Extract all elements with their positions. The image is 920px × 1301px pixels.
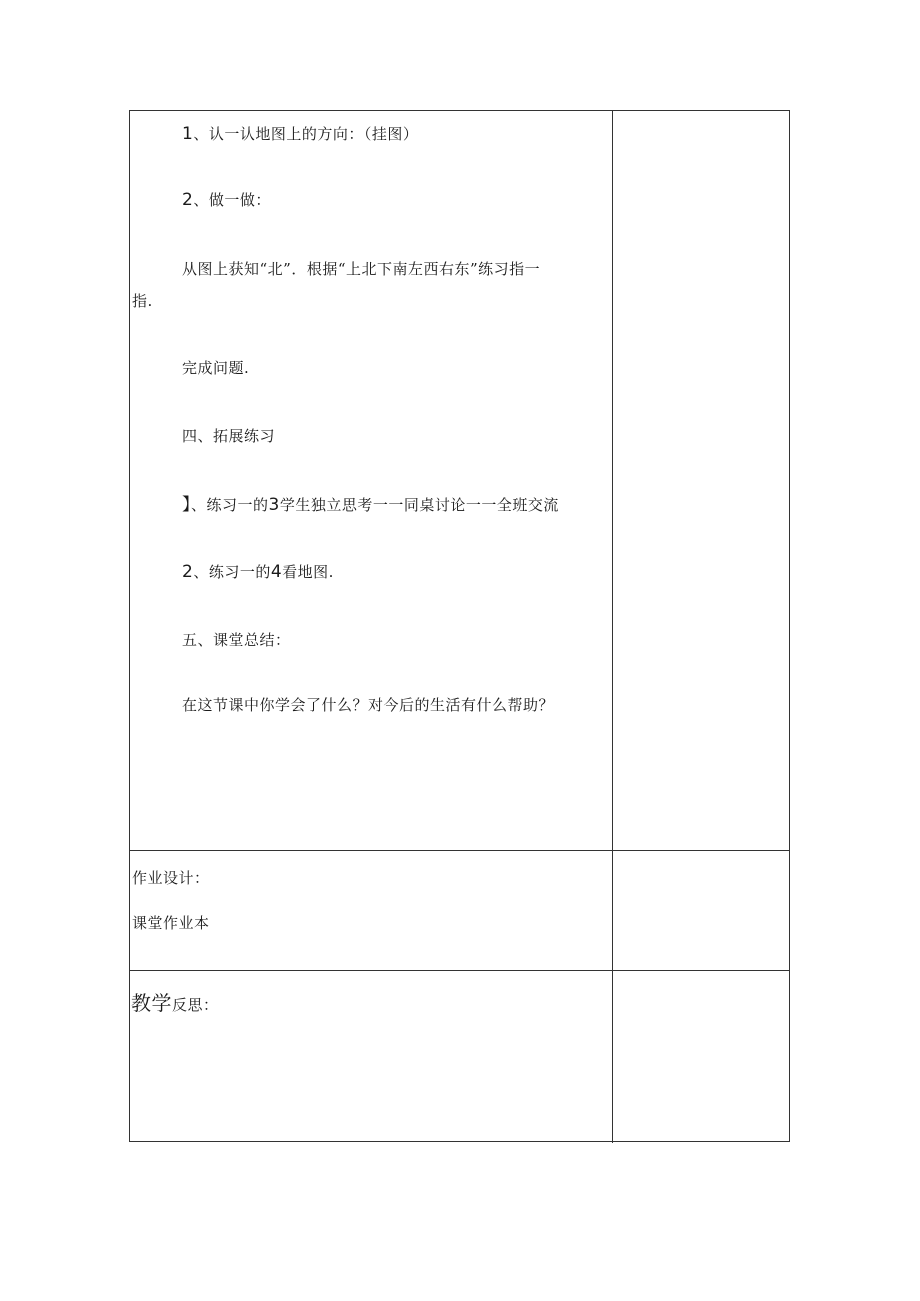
section-five-heading: 五、课堂总结：	[182, 631, 291, 649]
lesson-plan-table	[129, 110, 790, 1142]
reflection-label	[131, 991, 219, 1015]
exercise-text: 、练习一的	[193, 563, 271, 581]
instruction-line-2: 指.	[132, 292, 153, 310]
reflection-label-small: 反思：	[172, 996, 219, 1014]
step-1-line	[182, 125, 418, 143]
exercise-number: 2	[182, 562, 194, 582]
step-text: 、认一认地图上的方向：（挂图）	[193, 125, 419, 143]
exercise-1-line	[182, 496, 559, 514]
summary-question: 在这节课中你学会了什么？对今后的生活有什么帮助？	[182, 696, 555, 714]
reflection-label-large: 教学	[131, 991, 172, 1015]
exercise-number: 3	[268, 495, 280, 515]
reflection-row	[130, 971, 789, 1143]
exercise-text: 学生独立思考一一同桌讨论一一全班交流	[279, 496, 559, 514]
homework-label: 作业设计：	[132, 869, 210, 887]
exercise-2-line	[182, 563, 334, 581]
section-four-heading: 四、拓展练习	[182, 427, 276, 445]
homework-content: 课堂作业本	[132, 914, 210, 932]
homework-row	[130, 851, 789, 971]
complete-questions: 完成问题.	[182, 359, 250, 377]
notes-column	[612, 971, 791, 1143]
teaching-process-row	[130, 111, 789, 851]
step-number: 1	[182, 124, 194, 144]
exercise-mark: 】	[182, 495, 191, 515]
notes-column	[612, 851, 791, 970]
instruction-line-1: 从图上获知“北”．根据“上北下南左西右东”练习指一	[182, 260, 541, 278]
notes-column	[612, 111, 791, 850]
exercise-text: 、练习一的	[191, 496, 269, 514]
exercise-number: 4	[270, 562, 283, 582]
step-text: 、做一做：	[193, 191, 271, 209]
step-number: 2	[182, 190, 194, 210]
exercise-text: 看地图.	[282, 563, 334, 581]
step-2-line	[182, 191, 271, 209]
